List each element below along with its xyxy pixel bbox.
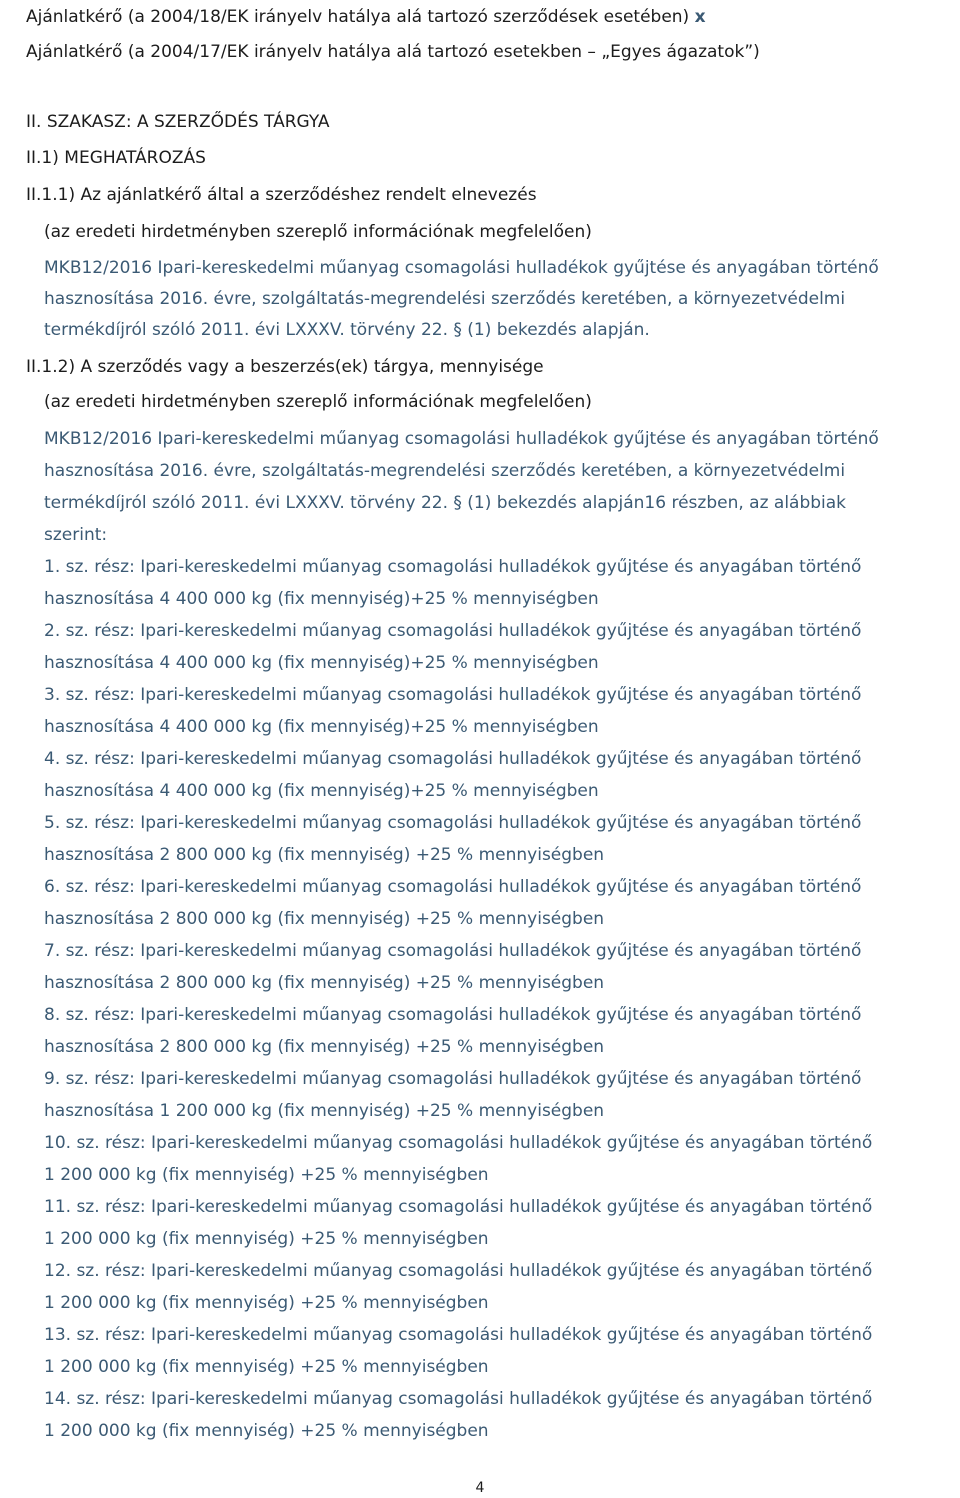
item-1-2-heading: II.1.2) A szerződés vagy a beszerzés(ek) tárgya, mennyisége [26, 357, 544, 377]
page-number: 4 [475, 1480, 485, 1496]
lot-line-quantity: hasznosítása 2 800 000 kg (fix mennyiség) +25 % mennyiségben [44, 909, 605, 929]
lot-line-title: 14. sz. rész: Ipari-kereskedelmi műanyag csomagolási hulladékok gyűjtése és anyagában történő [44, 1389, 873, 1409]
selected-checkmark: x [694, 7, 706, 27]
lot-line-quantity: hasznosítása 1 200 000 kg (fix mennyiség) +25 % mennyiségben [44, 1101, 605, 1121]
lot-line-quantity: hasznosítása 2 800 000 kg (fix mennyiség) +25 % mennyiségben [44, 973, 605, 993]
item-1-2-text-line: hasznosítása 2016. évre, szolgáltatás-megrendelési szerződés keretében, a környezetvédelmi [44, 461, 846, 481]
item-1-1-text-line: hasznosítása 2016. évre, szolgáltatás-megrendelési szerződés keretében, a környezetvédelmi [44, 289, 846, 309]
item-1-1-heading: II.1.1) Az ajánlatkérő által a szerződéshez rendelt elnevezés [26, 185, 537, 205]
lot-line-title: 2. sz. rész: Ipari-kereskedelmi műanyag csomagolási hulladékok gyűjtése és anyagában történő [44, 621, 862, 641]
lot-line-quantity: hasznosítása 4 400 000 kg (fix mennyiség)+25 % mennyiségben [44, 717, 599, 737]
lot-line-quantity: 1 200 000 kg (fix mennyiség) +25 % mennyiségben [44, 1293, 489, 1313]
lot-line-title: 1. sz. rész: Ipari-kereskedelmi műanyag csomagolási hulladékok gyűjtése és anyagában történő [44, 557, 862, 577]
lot-line-title: 6. sz. rész: Ipari-kereskedelmi műanyag csomagolási hulladékok gyűjtése és anyagában történő [44, 877, 862, 897]
lot-line-quantity: hasznosítása 4 400 000 kg (fix mennyiség)+25 % mennyiségben [44, 653, 599, 673]
lot-line-quantity: hasznosítása 2 800 000 kg (fix mennyiség) +25 % mennyiségben [44, 1037, 605, 1057]
lot-line-title: 8. sz. rész: Ipari-kereskedelmi műanyag csomagolási hulladékok gyűjtése és anyagában történő [44, 1005, 862, 1025]
lot-line-title: 4. sz. rész: Ipari-kereskedelmi műanyag csomagolási hulladékok gyűjtése és anyagában történő [44, 749, 862, 769]
section-subtitle: II.1) MEGHATÁROZÁS [26, 148, 206, 168]
lot-line-quantity: 1 200 000 kg (fix mennyiség) +25 % mennyiségben [44, 1421, 489, 1441]
item-1-2-text-line: szerint: [44, 525, 108, 545]
contracting-authority-line-1 [26, 5, 706, 29]
lot-line-title: 11. sz. rész: Ipari-kereskedelmi műanyag csomagolási hulladékok gyűjtése és anyagában történő [44, 1197, 873, 1217]
lot-line-title: 13. sz. rész: Ipari-kereskedelmi műanyag csomagolási hulladékok gyűjtése és anyagában történő [44, 1325, 873, 1345]
item-1-1-text-line: termékdíjról szóló 2011. évi LXXXV. törvény 22. § (1) bekezdés alapján. [44, 320, 650, 340]
lot-line-quantity: 1 200 000 kg (fix mennyiség) +25 % mennyiségben [44, 1229, 489, 1249]
lot-line-quantity: 1 200 000 kg (fix mennyiség) +25 % mennyiségben [44, 1165, 489, 1185]
item-1-1-text-line: MKB12/2016 Ipari-kereskedelmi műanyag csomagolási hulladékok gyűjtése és anyagában történő [44, 258, 879, 278]
lot-line-title: 12. sz. rész: Ipari-kereskedelmi műanyag csomagolási hulladékok gyűjtése és anyagában történő [44, 1261, 873, 1281]
lot-line-title: 5. sz. rész: Ipari-kereskedelmi műanyag csomagolási hulladékok gyűjtése és anyagában történő [44, 813, 862, 833]
lot-line-title: 9. sz. rész: Ipari-kereskedelmi műanyag csomagolási hulladékok gyűjtése és anyagában történő [44, 1069, 862, 1089]
lot-line-title: 3. sz. rész: Ipari-kereskedelmi műanyag csomagolási hulladékok gyűjtése és anyagában történő [44, 685, 862, 705]
section-title: II. SZAKASZ: A SZERZŐDÉS TÁRGYA [26, 112, 330, 132]
item-1-2-text-line: MKB12/2016 Ipari-kereskedelmi műanyag csomagolási hulladékok gyűjtése és anyagában történő [44, 429, 879, 449]
item-1-1-note: (az eredeti hirdetményben szereplő információnak megfelelően) [44, 222, 592, 242]
contracting-authority-line-1-text: Ajánlatkérő (a 2004/18/EK irányelv hatálya alá tartozó szerződések esetében) [26, 7, 690, 27]
lot-line-quantity: hasznosítása 4 400 000 kg (fix mennyiség)+25 % mennyiségben [44, 589, 599, 609]
lot-line-title: 7. sz. rész: Ipari-kereskedelmi műanyag csomagolási hulladékok gyűjtése és anyagában történő [44, 941, 862, 961]
contracting-authority-line-2: Ajánlatkérő (a 2004/17/EK irányelv hatálya alá tartozó esetekben – „Egyes ágazatok”) [26, 42, 760, 62]
lot-line-quantity: hasznosítása 4 400 000 kg (fix mennyiség)+25 % mennyiségben [44, 781, 599, 801]
item-1-2-note: (az eredeti hirdetményben szereplő információnak megfelelően) [44, 392, 592, 412]
lot-line-quantity: hasznosítása 2 800 000 kg (fix mennyiség) +25 % mennyiségben [44, 845, 605, 865]
lot-line-title: 10. sz. rész: Ipari-kereskedelmi műanyag csomagolási hulladékok gyűjtése és anyagában történő [44, 1133, 873, 1153]
lot-line-quantity: 1 200 000 kg (fix mennyiség) +25 % mennyiségben [44, 1357, 489, 1377]
item-1-2-text-line: termékdíjról szóló 2011. évi LXXXV. törvény 22. § (1) bekezdés alapján16 részben, az alábbiak [44, 493, 847, 513]
